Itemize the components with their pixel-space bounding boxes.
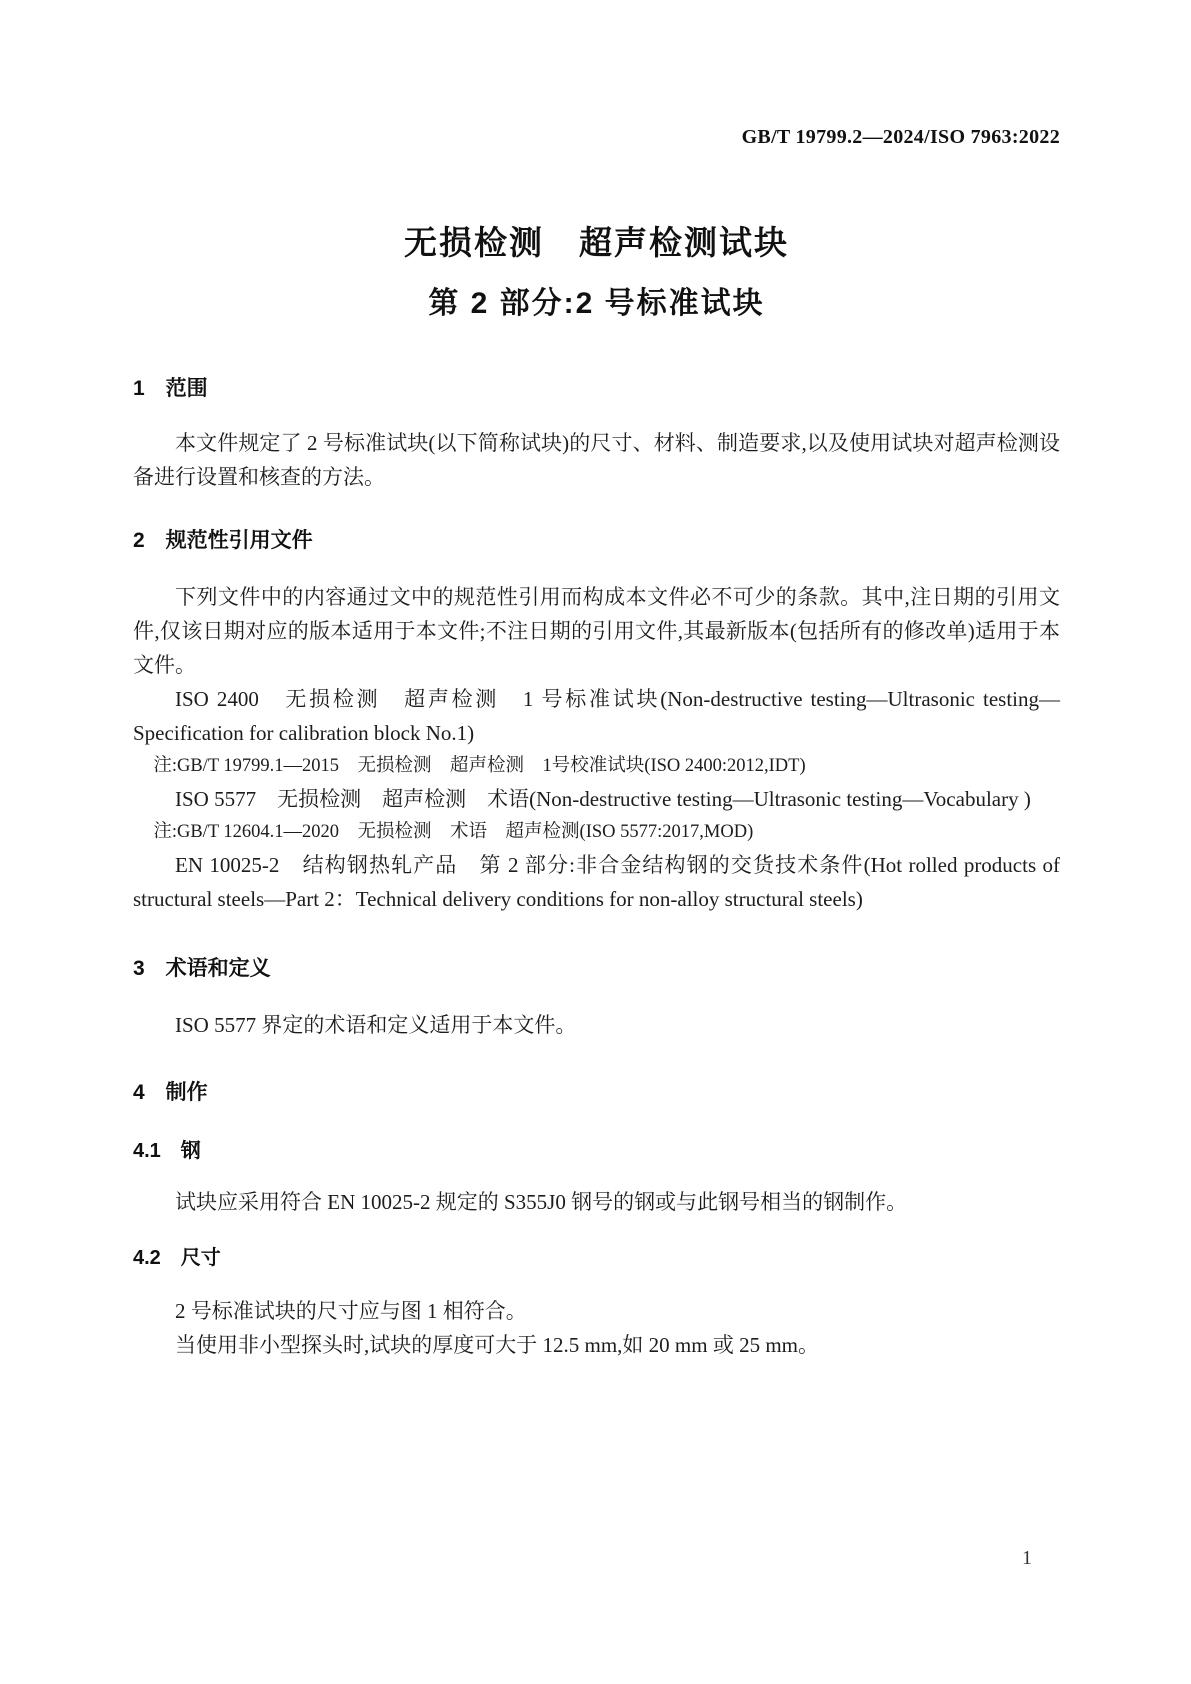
section-4-1-heading: 4.1 钢 [133, 1140, 201, 1162]
reference-iso-2400: ISO 2400 无损检测 超声检测 1 号标准试块(Non-destructive testing—Ultrasonic testing—Specification for calibration block No.1) [133, 687, 1060, 745]
note-gbt-12604-1: 注:GB/T 12604.1—2020 无损检测 术语 超声检测(ISO 5577:2017,MOD) [153, 822, 754, 842]
doc-title-line2: 第 2 部分:2 号标准试块 [428, 287, 765, 320]
section-2-paragraph: 下列文件中的内容通过文中的规范性引用而构成本文件必不可少的条款。其中,注日期的引用文件,仅该日期对应的版本适用于本文件;不注日期的引用文件,其最新版本(包括所有的修改单)适用于本文件。 [133, 585, 1060, 677]
doc-number-header: GB/T 19799.2—2024/ISO 7963:2022 [741, 126, 1060, 148]
section-4-1-paragraph: 试块应采用符合 EN 10025-2 规定的 S355J0 钢号的钢或与此钢号相当的钢制作。 [175, 1190, 908, 1214]
doc-title-line1: 无损检测 超声检测试块 [404, 224, 789, 261]
section-4-2-paragraph-2: 当使用非小型探头时,试块的厚度可大于 12.5 mm,如 20 mm 或 25 mm。 [175, 1333, 820, 1357]
page-content [133, 0, 1060, 1362]
page-number: 1 [1022, 1547, 1032, 1569]
section-4-2-paragraph-1: 2 号标准试块的尺寸应与图 1 相符合。 [175, 1299, 527, 1323]
reference-iso-5577: ISO 5577 无损检测 超声检测 术语(Non-destructive testing—Ultrasonic testing—Vocabulary ) [175, 787, 1031, 811]
note-gbt-19799-1: 注:GB/T 19799.1—2015 无损检测 超声检测 1号校准试块(ISO 2400:2012,IDT) [153, 756, 806, 776]
section-1-heading: 1 范围 [133, 377, 208, 400]
section-2-heading: 2 规范性引用文件 [133, 529, 313, 552]
section-4-2-heading: 4.2 尺寸 [133, 1247, 221, 1269]
section-4-heading: 4 制作 [133, 1081, 208, 1104]
section-3-paragraph: ISO 5577 界定的术语和定义适用于本文件。 [175, 1013, 577, 1037]
reference-en-10025-2: EN 10025-2 结构钢热轧产品 第 2 部分:非合金结构钢的交货技术条件(Hot rolled products of structural steels—Part 2：Technical delivery conditions for non-alloy structural steels) [133, 853, 1060, 911]
section-1-paragraph: 本文件规定了 2 号标准试块(以下简称试块)的尺寸、材料、制造要求,以及使用试块对超声检测设备进行设置和核查的方法。 [133, 431, 1060, 489]
section-3-heading: 3 术语和定义 [133, 957, 271, 980]
